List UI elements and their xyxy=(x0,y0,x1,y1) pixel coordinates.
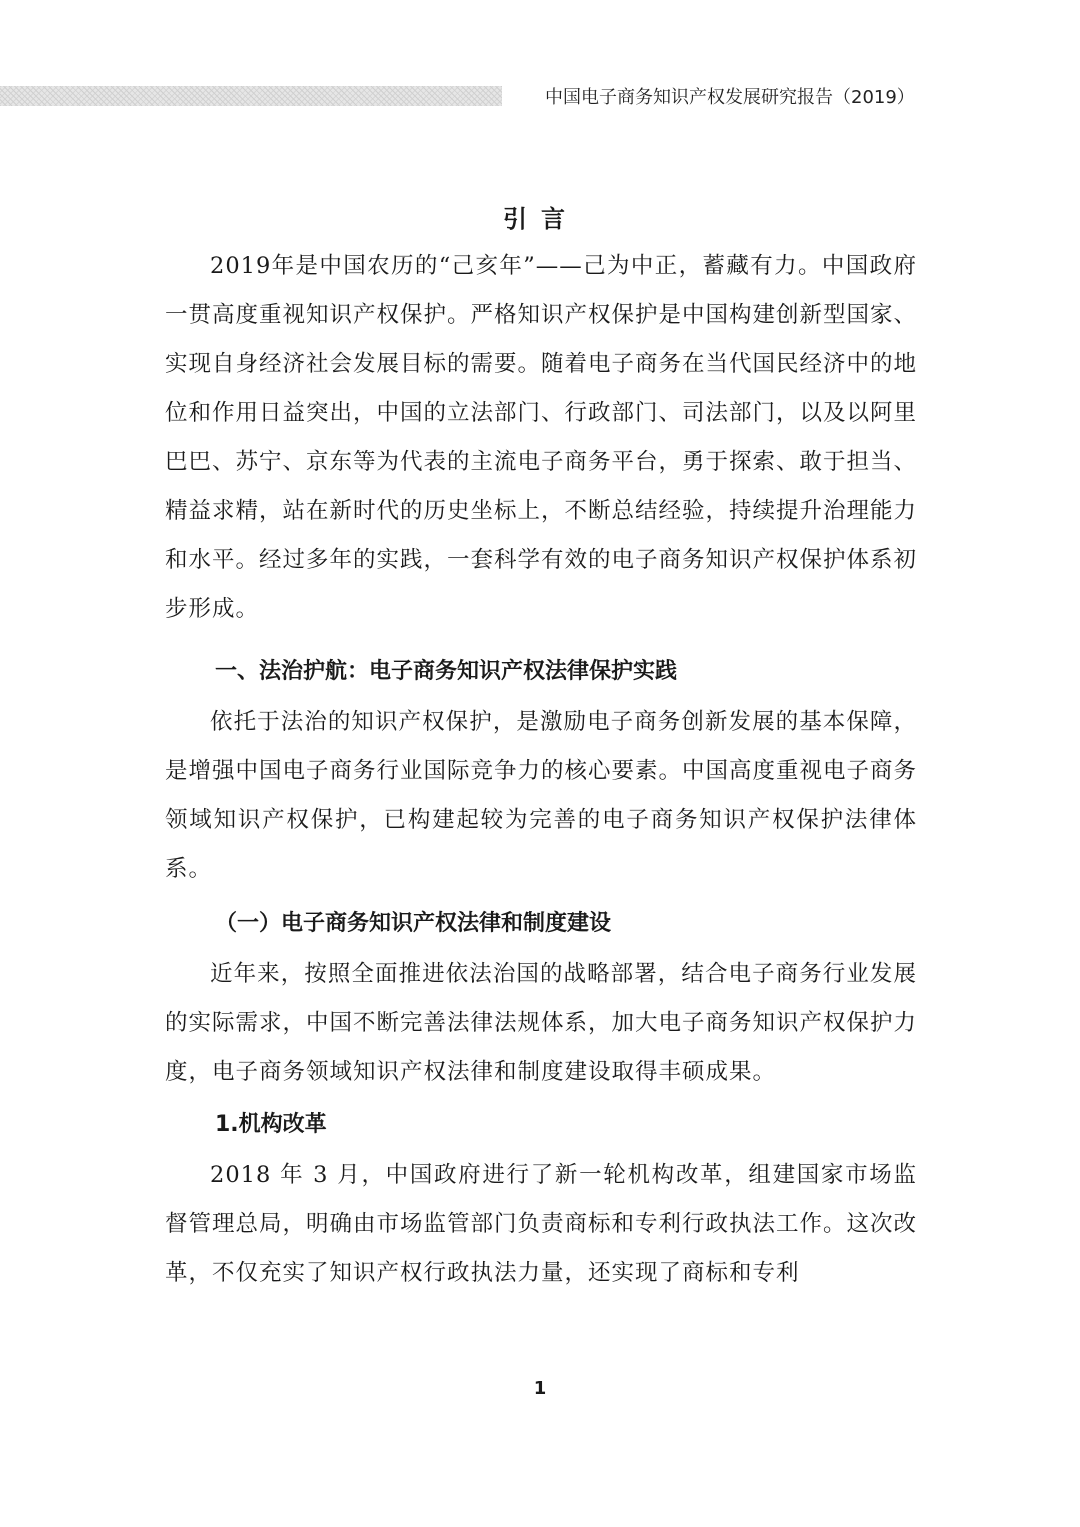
header-decorative-band xyxy=(0,86,502,106)
section-paragraph: 依托于法治的知识产权保护，是激励电子商务创新发展的基本保障，是增强中国电子商务行业国际竞争力的核心要素。中国高度重视电子商务领域知识产权保护，已构建起较为完善的电子商务知识产权保护法律体系。 xyxy=(165,709,918,882)
document-body xyxy=(165,196,917,1298)
intro-paragraph: 2019年是中国农历的“己亥年”——己为中正，蓄藏有力。中国政府一贯高度重视知识产权保护。严格知识产权保护是中国构建创新型国家、实现自身经济社会发展目标的需要。随着电子商务在当代国民经济中的地位和作用日益突出，中国的立法部门、行政部门、司法部门，以及以阿里巴巴、苏宁、京东等为代表的主流电子商务平台，勇于探索、敢于担当、精益求精，站在新时代的历史坐标上，不断总结经验，持续提升治理能力和水平。经过多年的实践，一套科学有效的电子商务知识产权保护体系初步形成。 xyxy=(165,253,918,622)
page-title: 引言 xyxy=(503,205,579,233)
numbered-paragraph: 2018 年 3 月，中国政府进行了新一轮机构改革，组建国家市场监督管理总局，明确由市场监管部门负责商标和专利行政执法工作。这次改革，不仅充实了知识产权行政执法力量，还实现了商标和专利 xyxy=(165,1162,918,1286)
section-heading: 一、法治护航：电子商务知识产权法律保护实践 xyxy=(215,659,678,684)
subsection-heading: （一）电子商务知识产权法律和制度建设 xyxy=(215,911,612,936)
subsection-paragraph: 近年来，按照全面推进依法治国的战略部署，结合电子商务行业发展的实际需求，中国不断完善法律法规体系，加大电子商务知识产权保护力度，电子商务领域知识产权法律和制度建设取得丰硕成果。 xyxy=(165,961,918,1085)
running-header-title: 中国电子商务知识产权发展研究报告（2019） xyxy=(545,87,915,108)
page-number: 1 xyxy=(533,1378,547,1399)
numbered-heading: 1.机构改革 xyxy=(215,1112,327,1137)
